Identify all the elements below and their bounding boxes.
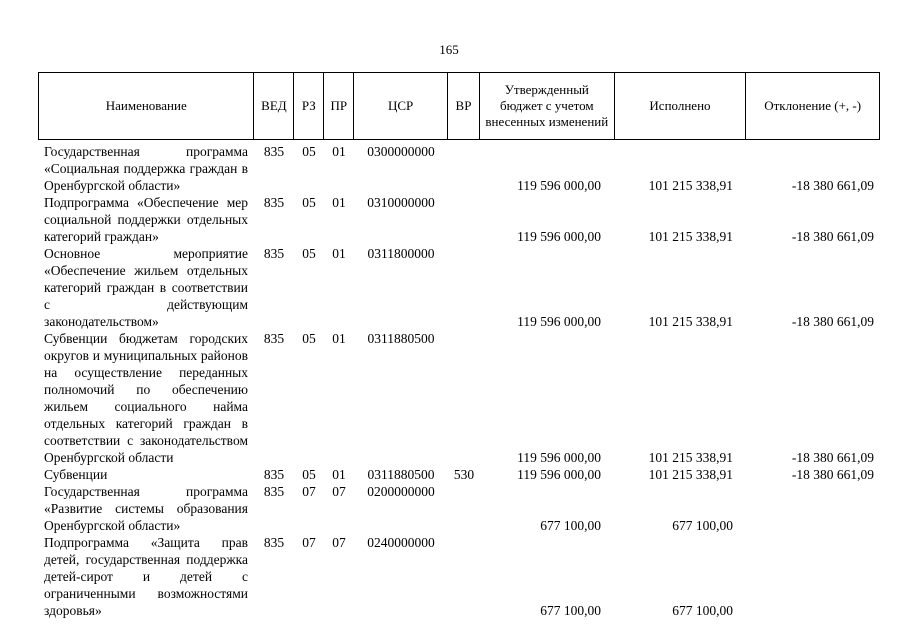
row-budget: 119 596 000,00	[517, 178, 601, 193]
header-vr: ВР	[448, 73, 480, 139]
row-vr: 530	[453, 467, 475, 482]
row-csr: 0240000000	[367, 535, 435, 550]
row-ved: 835	[263, 331, 285, 346]
row-deviation: -18 380 661,09	[791, 450, 874, 465]
row-executed: 101 215 338,91	[648, 314, 733, 329]
row-vr	[448, 194, 480, 245]
row-rz: 05	[302, 467, 316, 482]
row-budget: 119 596 000,00	[517, 314, 601, 329]
row-ved: 835	[263, 246, 285, 261]
table-row	[38, 194, 880, 245]
row-vr	[448, 534, 480, 619]
header-name: Наименование	[39, 73, 254, 139]
row-pr: 07	[332, 535, 346, 550]
row-deviation: -18 380 661,09	[791, 178, 874, 193]
row-rz: 05	[302, 144, 316, 159]
table-row	[38, 534, 880, 619]
row-vr	[448, 245, 480, 330]
table-row	[38, 143, 880, 194]
row-name: Подпрограмма «Обеспечение мер социальной поддержки отдельных категорий граждан»	[44, 195, 248, 244]
row-executed: 101 215 338,91	[648, 450, 733, 465]
row-pr: 01	[332, 331, 346, 346]
row-csr: 0311880500	[367, 467, 435, 482]
row-csr: 0311800000	[367, 246, 435, 261]
row-pr: 07	[332, 484, 346, 499]
row-budget: 119 596 000,00	[517, 450, 601, 465]
row-budget: 677 100,00	[540, 603, 601, 618]
row-budget: 119 596 000,00	[517, 229, 601, 244]
table-row	[38, 483, 880, 534]
row-vr	[448, 330, 480, 466]
row-vr	[448, 143, 480, 194]
header-deviation: Отклонение (+, -)	[764, 98, 862, 113]
row-deviation: -18 380 661,09	[791, 229, 874, 244]
header-rz: РЗ	[294, 73, 324, 139]
row-csr: 0300000000	[367, 144, 435, 159]
row-deviation: -18 380 661,09	[791, 314, 874, 329]
row-executed: 101 215 338,91	[648, 178, 733, 193]
row-rz: 07	[302, 484, 316, 499]
row-pr: 01	[332, 144, 346, 159]
page-number: 165	[439, 42, 459, 57]
row-csr: 0200000000	[367, 484, 435, 499]
row-ved: 835	[263, 467, 285, 482]
row-ved: 835	[263, 484, 285, 499]
header-csr: ЦСР	[354, 73, 448, 139]
table-header	[38, 72, 880, 140]
row-name: Государственная программа «Социальная поддержка граждан в Оренбургской области»	[44, 144, 248, 193]
row-name: Субвенции бюджетам городских округов и муниципальных районов на осуществление переданных полномочий по обеспечению жильем социального найма отдельных категорий граждан в соответствии с законодательством Оренбургской области	[44, 331, 248, 465]
row-executed: 101 215 338,91	[648, 229, 733, 244]
row-csr: 0311880500	[367, 331, 435, 346]
row-csr: 0310000000	[367, 195, 435, 210]
row-rz: 07	[302, 535, 316, 550]
row-rz: 05	[302, 246, 316, 261]
row-pr: 01	[332, 195, 346, 210]
table-row	[38, 330, 880, 466]
row-name: Основное мероприятие «Обеспечение жильем отдельных категорий граждан в соответствии с действующим законодательством»	[44, 246, 248, 329]
table-body	[38, 143, 880, 619]
row-ved: 835	[263, 195, 285, 210]
row-executed: 677 100,00	[672, 518, 733, 533]
table-row	[38, 466, 880, 483]
row-ved: 835	[263, 535, 285, 550]
row-pr: 01	[332, 467, 346, 482]
row-pr: 01	[332, 246, 346, 261]
table-row	[38, 245, 880, 330]
row-name: Подпрограмма «Защита прав детей, государственная поддержка детей-сирот и детей с ограниченными возможностями здоровья»	[44, 535, 248, 618]
row-name: Субвенции	[44, 467, 108, 482]
header-ved: ВЕД	[254, 73, 294, 139]
row-executed: 677 100,00	[672, 603, 733, 618]
row-vr	[448, 483, 480, 534]
row-ved: 835	[263, 144, 285, 159]
row-rz: 05	[302, 195, 316, 210]
row-rz: 05	[302, 331, 316, 346]
header-pr: ПР	[324, 73, 354, 139]
row-name: Государственная программа «Развитие системы образования Оренбургской области»	[44, 484, 248, 533]
header-executed: Исполнено	[615, 73, 747, 139]
row-executed: 101 215 338,91	[648, 467, 733, 482]
row-deviation: -18 380 661,09	[791, 467, 874, 482]
row-budget: 119 596 000,00	[517, 467, 601, 482]
header-budget: Утвержденный бюджет с учетом внесенных изменений	[480, 73, 615, 139]
row-budget: 677 100,00	[540, 518, 601, 533]
